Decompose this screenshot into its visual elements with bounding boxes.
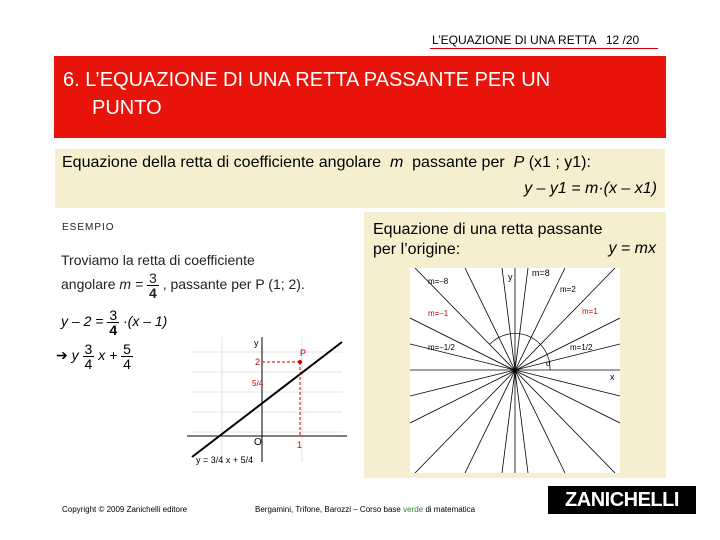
- footer-copyright: Copyright © 2009 Zanichelli editore: [62, 505, 188, 514]
- label-y: y: [254, 338, 259, 348]
- graph-equation: [196, 455, 253, 465]
- formula-equation: y – y1 = m·(x – x1): [524, 180, 657, 197]
- fraction-eq3-b: [121, 342, 133, 371]
- example-line-1: Troviamo la retta di coefficiente: [61, 252, 255, 268]
- point-p: [298, 360, 302, 364]
- footer-authors-pre: Bergamini, Trifone, Barozzi – Corso base: [255, 505, 401, 514]
- label-mneg-half: m=–1/2: [428, 343, 455, 352]
- example-text: [61, 249, 305, 300]
- graph-eq-b: 5/4: [240, 455, 254, 465]
- title-line-1: 6. L’EQUAZIONE DI UNA RETTA PASSANTE PER UN: [63, 69, 551, 91]
- label-m2: m=2: [560, 285, 576, 294]
- example-graph: [182, 332, 352, 472]
- eq3-x: x +: [98, 347, 118, 364]
- label-five-four: 5/4: [252, 379, 264, 388]
- formula-intro-text: Equazione della retta di coefficiente angolare: [62, 154, 382, 171]
- formula-point: P: [513, 154, 525, 171]
- title-bar: [54, 56, 666, 138]
- eq3-a-num: 3: [84, 341, 93, 357]
- label-m8: m=8: [532, 268, 550, 278]
- footer-authors-post: di matematica: [425, 505, 476, 514]
- example-equation-2: [61, 308, 167, 337]
- label-mhalf: m=1/2: [570, 343, 593, 352]
- label-origin: O: [254, 437, 262, 448]
- example-m-eq: m =: [119, 276, 144, 293]
- label-mneg1: m=–1: [428, 309, 449, 318]
- running-header: [432, 33, 639, 47]
- example-line-2-post: , passante per P (1; 2).: [162, 276, 305, 293]
- line-y-3-4x: [192, 342, 342, 457]
- formula-m: m: [389, 154, 404, 171]
- header-rule: [430, 48, 658, 49]
- example-label: ESEMPIO: [62, 222, 115, 233]
- label-p: P: [300, 348, 307, 358]
- frac-den-b: 4: [109, 322, 118, 338]
- origin-line-2: per l’origine:: [373, 241, 461, 258]
- fraction-3-4-b: [107, 308, 119, 337]
- formula-coords: (x1 ; y1):: [528, 154, 591, 171]
- origin-equation: y = mx: [608, 240, 656, 257]
- graph-eq-pre: y =: [196, 455, 209, 465]
- fraction-3-4: [147, 271, 159, 300]
- label-two: 2: [255, 357, 261, 367]
- origin-text: [373, 220, 603, 260]
- running-title: L’EQUAZIONE DI UNA RETTA: [432, 33, 596, 47]
- formula-intro: [62, 154, 591, 172]
- footer-verde: verde: [403, 505, 424, 514]
- origin-line-1: Equazione di una retta passante: [373, 221, 603, 238]
- eq3-b-den: 4: [123, 356, 131, 372]
- example-line-2-pre: angolare: [61, 276, 116, 293]
- eq3-b-num: 5: [123, 341, 131, 357]
- label-y-axis: y: [508, 272, 513, 282]
- arrow-icon: ➔: [56, 347, 68, 364]
- graph-eq-x: x +: [225, 455, 239, 465]
- label-one: 1: [297, 440, 303, 450]
- page-number: 12 /20: [605, 33, 640, 47]
- label-mneg8: m=–8: [428, 277, 449, 286]
- fraction-eq3-a: [83, 342, 95, 371]
- zanichelli-logo: ZANICHELLI: [548, 486, 696, 514]
- eq3-a-den: 4: [84, 356, 93, 372]
- eq2-left: y – 2 =: [61, 313, 104, 330]
- frac-den: 4: [149, 285, 157, 301]
- frac-num: 3: [149, 270, 157, 286]
- frac-num-b: 3: [109, 307, 118, 323]
- title-line-2: PUNTO: [92, 97, 162, 119]
- origin-graph: [410, 268, 620, 473]
- label-x-axis: x: [610, 372, 615, 382]
- slide-title: [63, 66, 550, 122]
- formula-mid: passante per: [412, 154, 505, 171]
- label-m1: m=1: [582, 307, 598, 316]
- graph-eq-a: 3/4: [210, 455, 224, 465]
- example-equation-3: [56, 342, 133, 371]
- label-alpha: α: [546, 359, 551, 368]
- formula-box: [55, 149, 665, 208]
- eq3-y: y: [71, 347, 79, 364]
- footer-authors: [255, 505, 475, 514]
- eq2-right: ·(x – 1): [123, 313, 168, 330]
